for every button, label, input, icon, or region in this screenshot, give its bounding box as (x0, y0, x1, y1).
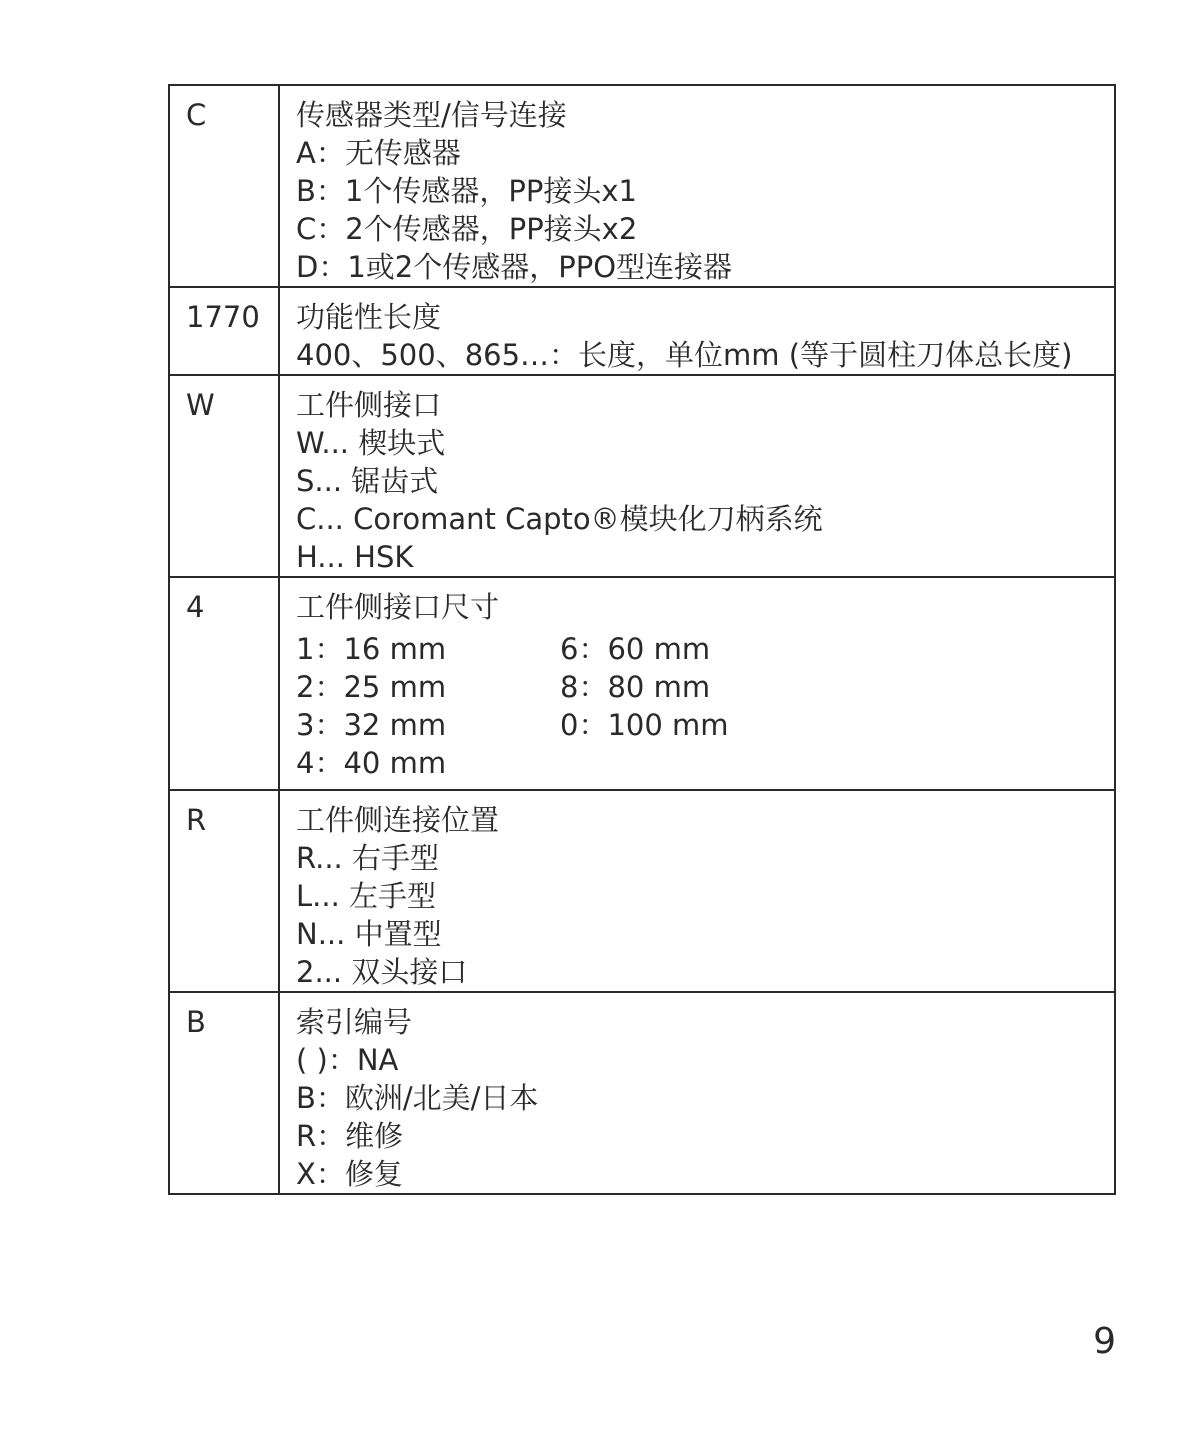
row-title: 功能性长度 (296, 300, 442, 334)
code-value: 4 (186, 590, 205, 624)
code-cell (169, 85, 279, 287)
table-row (169, 790, 1115, 992)
table-row (169, 287, 1115, 375)
size-option: 4：40 mm (296, 746, 447, 780)
option-line: S... 锯齿式 (296, 464, 439, 498)
row-title: 索引编号 (296, 1005, 413, 1039)
option-line: B：1个传感器，PP接头x1 (296, 174, 637, 208)
option-line: N... 中置型 (296, 917, 442, 951)
option-line: H... HSK (296, 540, 414, 574)
description-cell (279, 992, 1115, 1194)
row-title: 工件侧接口 (296, 388, 442, 422)
code-cell (169, 375, 279, 577)
row-title: 传感器类型/信号连接 (296, 98, 567, 132)
option-line: L... 左手型 (296, 879, 437, 913)
option-line: X：修复 (296, 1157, 403, 1191)
table-row (169, 577, 1115, 790)
code-value: C (186, 98, 207, 132)
option-line: 400、500、865…：长度，单位mm (等于圆柱刀体总长度) (296, 338, 1073, 372)
page-number: 9 (1093, 1321, 1116, 1362)
size-option: 6：60 mm (560, 632, 711, 666)
option-line: W... 楔块式 (296, 426, 446, 460)
option-line: R：维修 (296, 1119, 404, 1153)
code-value: 1770 (186, 300, 260, 334)
row-title: 工件侧连接位置 (296, 803, 500, 837)
option-line: ( )：NA (296, 1043, 399, 1077)
code-table (168, 84, 1116, 1195)
description-cell (279, 85, 1115, 287)
code-value: B (186, 1005, 206, 1039)
option-line: C：2个传感器，PP接头x2 (296, 212, 638, 246)
table-row (169, 85, 1115, 287)
code-value: R (186, 803, 207, 837)
option-line: R... 右手型 (296, 841, 439, 875)
table-row (169, 375, 1115, 577)
code-cell (169, 790, 279, 992)
description-cell (279, 287, 1115, 375)
code-value: W (186, 388, 215, 422)
description-cell (279, 375, 1115, 577)
size-option: 8：80 mm (560, 670, 711, 704)
size-option: 0：100 mm (560, 708, 729, 742)
row-title: 工件侧接口尺寸 (296, 590, 500, 624)
description-cell (279, 790, 1115, 992)
size-option (560, 744, 860, 782)
option-line: D：1或2个传感器，PPO型连接器 (296, 250, 733, 284)
option-line: B：欧洲/北美/日本 (296, 1081, 539, 1115)
size-option: 1：16 mm (296, 632, 447, 666)
size-grid (296, 630, 1114, 782)
description-cell (279, 577, 1115, 790)
option-line: C... Coromant Capto®模块化刀柄系统 (296, 502, 823, 536)
size-option: 3：32 mm (296, 708, 447, 742)
code-cell (169, 577, 279, 790)
code-cell (169, 287, 279, 375)
table-row (169, 992, 1115, 1194)
option-line: A：无传感器 (296, 136, 461, 170)
code-cell (169, 992, 279, 1194)
option-line: 2... 双头接口 (296, 955, 468, 989)
size-option: 2：25 mm (296, 670, 447, 704)
